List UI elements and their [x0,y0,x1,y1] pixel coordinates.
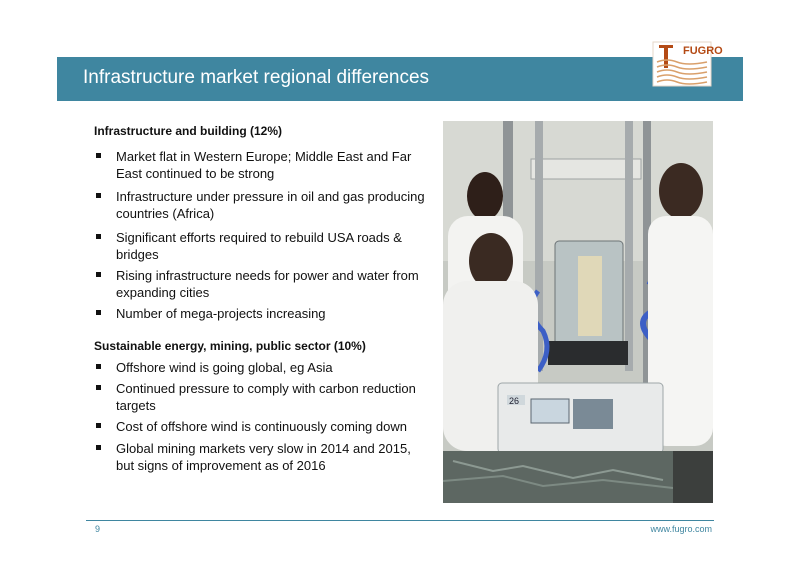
bullet-icon [96,445,101,450]
slide-title: Infrastructure market regional differences [83,67,430,88]
bullet-text: Offshore wind is going global, eg Asia [116,360,333,375]
bullet-text: Rising infrastructure needs for power and water from expanding cities [116,268,419,300]
bullet-icon [96,153,101,158]
footer-divider [86,520,714,521]
lab-photo [443,121,713,503]
section-heading-sustainable: Sustainable energy, mining, public sector (10%) [94,339,366,353]
footer-website[interactable]: www.fugro.com [650,524,712,534]
bullet-text: Infrastructure under pressure in oil and gas producing countries (Africa) [116,189,425,221]
page-number: 9 [95,524,101,534]
bullet-text: Significant efforts required to rebuild USA roads & bridges [116,230,402,262]
bullet-text: Market flat in Western Europe; Middle East and Far East continued to be strong [116,149,412,181]
bullet-text: Cost of offshore wind is continuously coming down [116,419,407,434]
bullet-icon [96,234,101,239]
logo-wordmark: FUGRO [683,45,723,57]
bullet-icon [96,423,101,428]
lab-equipment-illustration [443,121,713,503]
fugro-logo [653,42,723,86]
title-bar [57,57,743,101]
logo-graphic-icon [653,42,723,86]
bullet-icon [96,193,101,198]
bullet-icon [96,272,101,277]
bullet-text: Global mining markets very slow in 2014 and 2015, but signs of improvement as of 2016 [116,441,411,473]
equipment-display-label: 26 [509,396,520,406]
section-heading-infrastructure: Infrastructure and building (12%) [94,124,283,138]
bullet-icon [96,364,101,369]
bullet-icon [96,385,101,390]
bullet-text: Number of mega-projects increasing [116,306,326,321]
bullet-icon [96,310,101,315]
bullet-text: Continued pressure to comply with carbon reduction targets [116,381,416,413]
